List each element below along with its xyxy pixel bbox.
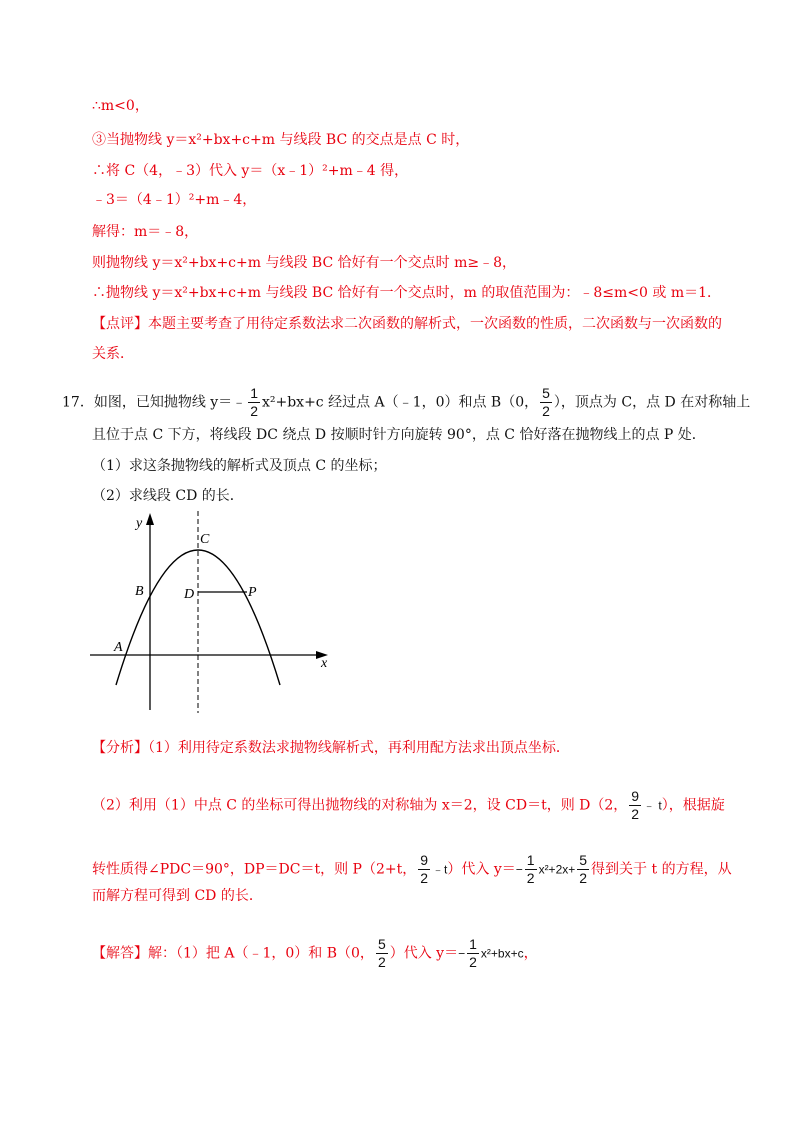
analysis-text-2a: （2）利用（1）中点 C 的坐标可得出抛物线的对称轴为 x＝2，设 CD＝t，则 D（2，: [92, 797, 628, 814]
solution-line-7: ∴抛物线 y＝x²+bx+c+m 与线段 BC 恰好有一个交点时，m 的取值范围为：﹣8≤m<0 或 m＝1．: [92, 285, 722, 301]
problem-text-b: x²+bx+c 经过点 A（﹣1，0）和点 B（0，: [261, 394, 539, 411]
problem-17-line-2: 且位于点 C 下方，将线段 DC 绕点 D 按顺时针方向旋转 90°，点 C 恰好落在抛物线上的点 P 处．: [92, 427, 706, 443]
label-p: P: [248, 585, 257, 600]
fraction-nine-half: [418, 852, 430, 887]
equation-neg: −: [458, 946, 466, 961]
analysis-line-1: [92, 738, 570, 758]
frac-num: 1: [469, 936, 477, 952]
frac-num: 1: [526, 852, 535, 868]
label-x: x: [321, 656, 328, 671]
parabola-figure: [80, 505, 340, 720]
solution-line-1: ∴m<0，: [92, 98, 149, 114]
problem-17-line-1: [62, 385, 750, 420]
minus-t: ﹣t: [432, 862, 448, 877]
answer-text-c: ，: [523, 945, 538, 962]
fraction-five-half: [376, 936, 388, 971]
solution-line-2: [92, 130, 469, 150]
solution-line-6: 则抛物线 y＝x²+bx+c+m 与线段 BC 恰好有一个交点时 m≥﹣8，: [92, 255, 517, 271]
fraction-one-half: [467, 936, 479, 971]
problem-number: 17．: [62, 394, 94, 411]
fraction-one-half: [248, 385, 260, 420]
answer-text-b: ）代入 y＝: [389, 945, 459, 962]
frac-den: 2: [579, 870, 588, 886]
label-a: A: [114, 640, 123, 655]
equation-neg: −: [515, 862, 523, 877]
fraction-nine-half: [629, 788, 641, 823]
analysis-line-3: [92, 852, 732, 887]
label-d: D: [184, 587, 195, 602]
review-tag: 【点评】: [92, 316, 148, 332]
frac-den: 2: [542, 403, 550, 419]
analysis-text-3c: 得到关于 t 的方程，从: [591, 861, 732, 878]
review-line: [92, 314, 722, 334]
answer-tag: 【解答】: [92, 945, 148, 962]
answer-line-1: [92, 936, 538, 971]
y-axis-arrow-icon: [146, 513, 154, 525]
fraction-one-half: [525, 852, 537, 887]
frac-den: 2: [420, 870, 429, 886]
review-line-2: 关系．: [92, 346, 134, 362]
frac-num: 9: [631, 788, 640, 804]
analysis-text-1: （1）利用待定系数法求抛物线解析式，再利用配方法求出顶点坐标．: [148, 740, 570, 756]
problem-text-a: 如图，已知抛物线 y＝﹣: [93, 394, 247, 411]
label-y: y: [136, 516, 143, 531]
minus-t: ﹣ t: [643, 798, 662, 813]
analysis-text-3a: 转性质得∠PDC＝90°，DP＝DC＝t，则 P（2+t，: [92, 861, 417, 878]
answer-text-a: 解：（1）把 A（﹣1，0）和 B（0，: [148, 945, 374, 962]
solution-line-4: ﹣3＝（4﹣1）²+m﹣4，: [92, 192, 257, 208]
frac-num: 5: [377, 936, 386, 952]
equation-middle: x²+2x+: [538, 862, 576, 877]
analysis-tag: 【分析】: [92, 740, 148, 756]
equation-rest: x²+bx+c: [480, 946, 524, 961]
analysis-text-2b: ），根据旋: [661, 797, 725, 814]
analysis-text-3b: ）代入 y＝: [447, 861, 516, 878]
frac-num: 5: [579, 852, 588, 868]
solution-line-5: 解得：m＝﹣8，: [92, 224, 199, 240]
circled-three: ③: [92, 132, 106, 148]
analysis-line-2: [92, 788, 725, 823]
question-1: （1）求这条抛物线的解析式及顶点 C 的坐标；: [92, 458, 387, 474]
frac-den: 2: [526, 870, 535, 886]
label-c: C: [200, 532, 210, 547]
frac-num: 5: [542, 385, 550, 401]
frac-num: 1: [250, 385, 258, 401]
fraction-five-half: [540, 385, 552, 420]
frac-den: 2: [469, 954, 477, 970]
question-2: （2）求线段 CD 的长．: [92, 488, 244, 504]
analysis-line-4: 而解方程可得到 CD 的长．: [92, 888, 263, 904]
frac-den: 2: [250, 403, 258, 419]
solution-line-2-text: 当抛物线 y＝x²+bx+c+m 与线段 BC 的交点是点 C 时，: [106, 132, 470, 148]
frac-den: 2: [377, 954, 386, 970]
fraction-five-half: [577, 852, 589, 887]
frac-num: 9: [420, 852, 429, 868]
label-b: B: [135, 584, 144, 599]
problem-text-c: ），顶点为 C，点 D 在对称轴上: [553, 394, 751, 411]
solution-line-3: ∴将 C（4，﹣3）代入 y＝（x﹣1）²+m﹣4 得，: [92, 163, 409, 179]
frac-den: 2: [631, 806, 640, 822]
review-text: 本题主要考查了用待定系数法求二次函数的解析式，一次函数的性质，二次函数与一次函数的: [148, 316, 722, 332]
